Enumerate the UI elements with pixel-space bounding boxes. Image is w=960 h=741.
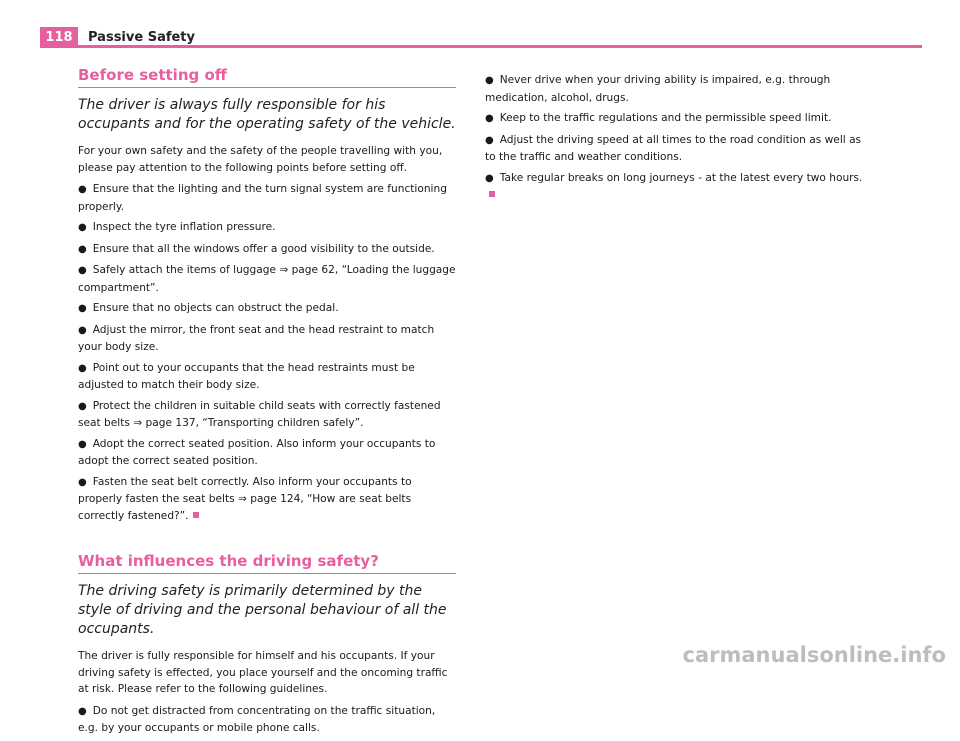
bullet-icon: ● (78, 303, 87, 314)
guidelines-list (78, 703, 456, 737)
section-intro: For your own safety and the safety of the people travelling with you, please pay attention to the following points before setting off. (78, 145, 443, 174)
bullet-icon: ● (78, 324, 87, 336)
section-intro: The driver is fully responsible for himself and his occupants. If your driving safety is effected, you place yourself and the oncoming traffic at risk. Please refer to the following guidelines. (78, 650, 448, 695)
section-lead: The driver is always fully responsible for his occupants and for the operating safety of the vehicle. (78, 97, 456, 132)
bullet-icon: ● (78, 243, 87, 255)
list-item: ● Ensure that no objects can obstruct the pedal. (78, 302, 339, 314)
left-column (78, 66, 456, 741)
bullet-icon: ● (485, 75, 494, 86)
guidelines-list-continued (485, 72, 865, 204)
bullet-icon: ● (485, 113, 494, 124)
checklist-before-setting-off (78, 181, 456, 524)
bullet-icon: ● (78, 476, 87, 488)
list-item: ● Inspect the tyre inflation pressure. (78, 221, 276, 233)
bullet-icon: ● (485, 134, 494, 146)
bullet-icon: ● (78, 222, 87, 233)
watermark: carmanualsonline.info (682, 643, 946, 667)
list-item: ● Ensure that the lighting and the turn signal system are functioning properly. (78, 183, 447, 213)
section-driving-safety (78, 552, 456, 737)
list-item: ● Adopt the correct seated position. Also inform your occupants to adopt the correct seated position. (78, 437, 436, 467)
bullet-icon: ● (78, 705, 87, 717)
list-item: ● Take regular breaks on long journeys - at the latest every two hours. (485, 170, 865, 204)
running-title: Passive Safety (88, 30, 195, 45)
list-item: ● Protect the children in suitable child seats with correctly fastened seat belts ⇒ page 137, “Transporting children safely”. (78, 399, 441, 429)
list-item: ● Point out to your occupants that the head restraints must be adjusted to match their body size. (78, 361, 415, 391)
list-item: ● Adjust the mirror, the front seat and the head restraint to match your body size. (78, 323, 435, 353)
section-end-icon (489, 191, 495, 197)
bullet-icon: ● (78, 184, 87, 195)
bullet-icon: ● (78, 400, 87, 412)
page-number: 118 (40, 27, 78, 48)
list-item: ● Adjust the driving speed at all times to the road condition as well as to the traffic and weather conditions. (485, 133, 862, 163)
list-item: ● Fasten the seat belt correctly. Also inform your occupants to properly fasten the seat belts ⇒ page 124, “How are seat belts correctly fastened?”. (78, 475, 412, 522)
section-lead: The driving safety is primarily determined by the style of driving and the personal behaviour of all the occupants. (78, 583, 447, 637)
section-heading-driving-safety: What influences the driving safety? (78, 552, 456, 574)
list-item: ● Do not get distracted from concentrating on the traffic situation, e.g. by your occupants or mobile phone calls. (78, 704, 436, 734)
list-item: ● Safely attach the items of luggage ⇒ page 62, “Loading the luggage compartment”. (78, 264, 456, 294)
section-heading-before-setting-off: Before setting off (78, 66, 456, 88)
bullet-icon: ● (485, 172, 494, 184)
list-item: ● Never drive when your driving ability is impaired, e.g. through medication, alcohol, drugs. (485, 74, 831, 104)
list-item: ● Ensure that all the windows offer a good visibility to the outside. (78, 242, 435, 255)
bullet-icon: ● (78, 362, 87, 374)
section-end-icon (193, 512, 199, 518)
list-item: ● Keep to the traffic regulations and the permissible speed limit. (485, 112, 832, 124)
bullet-icon: ● (78, 265, 87, 276)
bullet-icon: ● (78, 438, 87, 450)
right-column (485, 72, 865, 208)
